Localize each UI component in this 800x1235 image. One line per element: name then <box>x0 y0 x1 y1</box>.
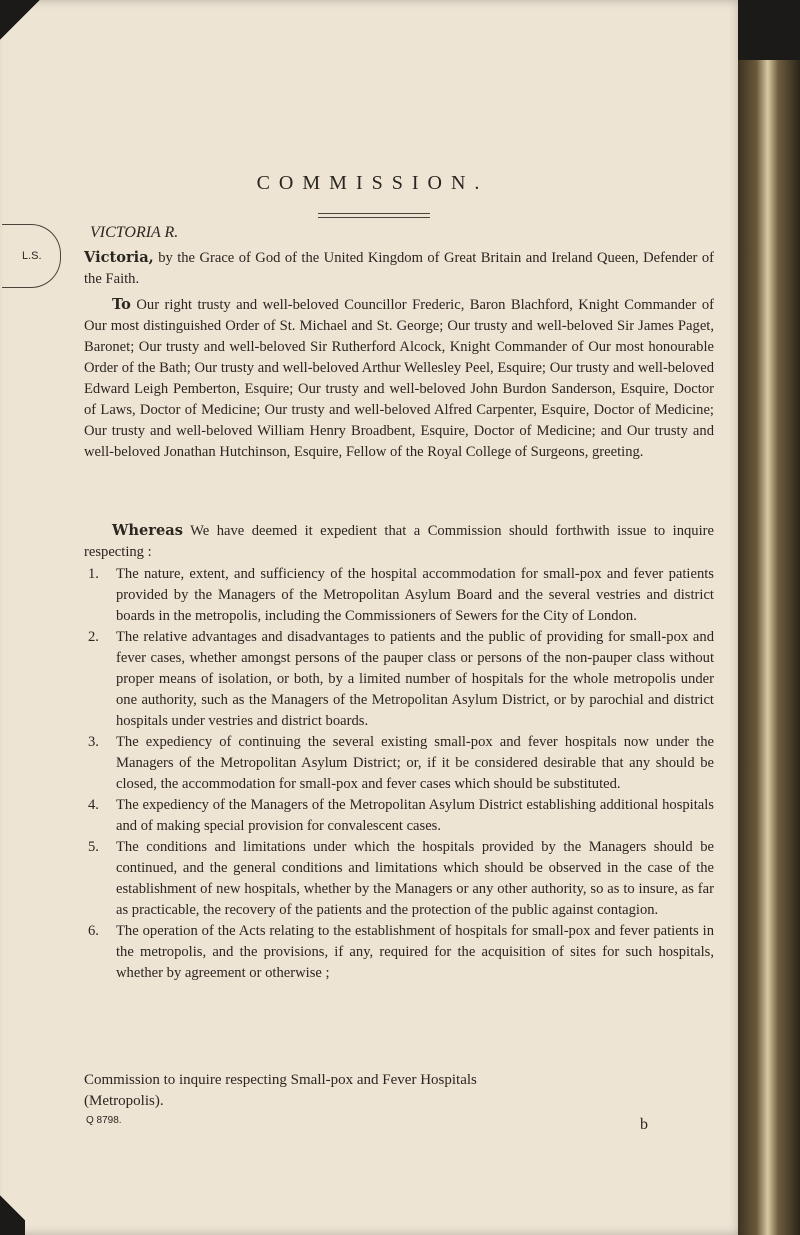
whereas-paragraph <box>84 520 714 563</box>
page-corner <box>0 0 40 40</box>
item-number: 3. <box>88 734 99 750</box>
title-rule <box>318 213 430 218</box>
address-lead: To <box>112 296 131 313</box>
list-item <box>88 837 714 921</box>
item-text: The expediency of the Managers of the Metropolitan Asylum District establishing additional hospitals and of making special provision for convalescent cases. <box>116 797 714 834</box>
list-item <box>88 795 714 837</box>
whereas-lead: Whereas <box>112 522 183 539</box>
salutation-paragraph <box>84 247 714 290</box>
book-binding <box>738 60 800 1235</box>
item-number: 2. <box>88 629 99 645</box>
binding-top <box>738 0 800 60</box>
item-text: The relative advantages and disadvantages to patients and the public of providing for small-pox and fever cases, whether amongst persons of the pauper class or persons of the non-pauper class without proper means of isolation, or both, by a limited number of hospitals for the whole metropolis under one authority, such as the Managers of the Metropolitan Asylum District, or by parochial and district hospitals under vestries and district boards. <box>116 629 714 729</box>
salutation-lead: Victoria, <box>84 249 154 266</box>
item-text: The nature, extent, and sufficiency of the hospital accommodation for small-pox and fever patients provided by the Managers of the Metropolitan Asylum Board and the several vestries and district boards in the metropolis, including the Commissioners of Sewers for the City of London. <box>116 566 714 624</box>
address-paragraph <box>84 294 714 463</box>
item-text: The operation of the Acts relating to the establishment of hospitals for small-pox and fever patients in the metropolis, and the provisions, if any, required for the acquisition of sites for such hospitals, whether by agreement or otherwise ; <box>116 923 714 981</box>
address-text: Our right trusty and well-beloved Councillor Frederic, Baron Blachford, Knight Commander of Our most distinguished Order of St. Michael and St. George; Our trusty and well-beloved Sir James Paget, Baronet; Our trusty and well-beloved Sir Rutherford Alcock, Knight Commander of Our most honourable Order of the Bath; Our trusty and well-beloved Arthur Wellesley Peel, Esquire; Our trusty and well-beloved Edward Leigh Pemberton, Esquire; Our trusty and well-beloved John Burdon Sanderson, Esquire, Doctor of Laws, Doctor of Medicine; Our trusty and well-beloved Alfred Carpenter, Esquire, Doctor of Medicine; Our trusty and well-beloved William Henry Broadbent, Esquire, Doctor of Medicine; and Our trusty and well-beloved Jonathan Hutchinson, Esquire, Fellow of the Royal College of Surgeons, greeting. <box>84 297 714 460</box>
seal-marker: L.S. <box>2 224 61 288</box>
item-number: 4. <box>88 797 99 813</box>
footer-title: Commission to inquire respecting Small-pox and Fever Hospitals (Metropolis). <box>84 1072 477 1109</box>
item-number: 5. <box>88 839 99 855</box>
sovereign-signature: VICTORIA R. <box>90 224 179 241</box>
list-item <box>88 627 714 732</box>
item-number: 6. <box>88 923 99 939</box>
item-text: The conditions and limitations under which the hospitals provided by the Managers should be continued, and the general conditions and limitations which should be observed in the case of the establishment of new hospitals, whether by the Managers or any other authority, so as to insure, as far as practicable, the recovery of the patients and the protection of the public against contagion. <box>116 839 714 918</box>
item-text: The expediency of continuing the several existing small-pox and fever hospitals now under the Managers of the Metropolitan Asylum District; or, if it be considered desirable that any should be closed, the accommodation for small-pox and fever cases which should be substituted. <box>116 734 714 792</box>
print-code: Q 8798. <box>86 1115 122 1126</box>
signature-mark: b <box>640 1116 648 1133</box>
item-number: 1. <box>88 566 99 582</box>
page-title: COMMISSION. <box>256 172 489 194</box>
page-corner-bottom <box>0 1180 25 1235</box>
list-item <box>88 732 714 795</box>
list-item <box>88 564 714 627</box>
whereas-text: We have deemed it expedient that a Commission should forthwith issue to inquire respecting : <box>84 523 714 560</box>
salutation-text: by the Grace of God of the United Kingdom of Great Britain and Ireland Queen, Defender of the Faith. <box>84 250 714 287</box>
terms-list <box>88 564 714 984</box>
list-item <box>88 921 714 984</box>
